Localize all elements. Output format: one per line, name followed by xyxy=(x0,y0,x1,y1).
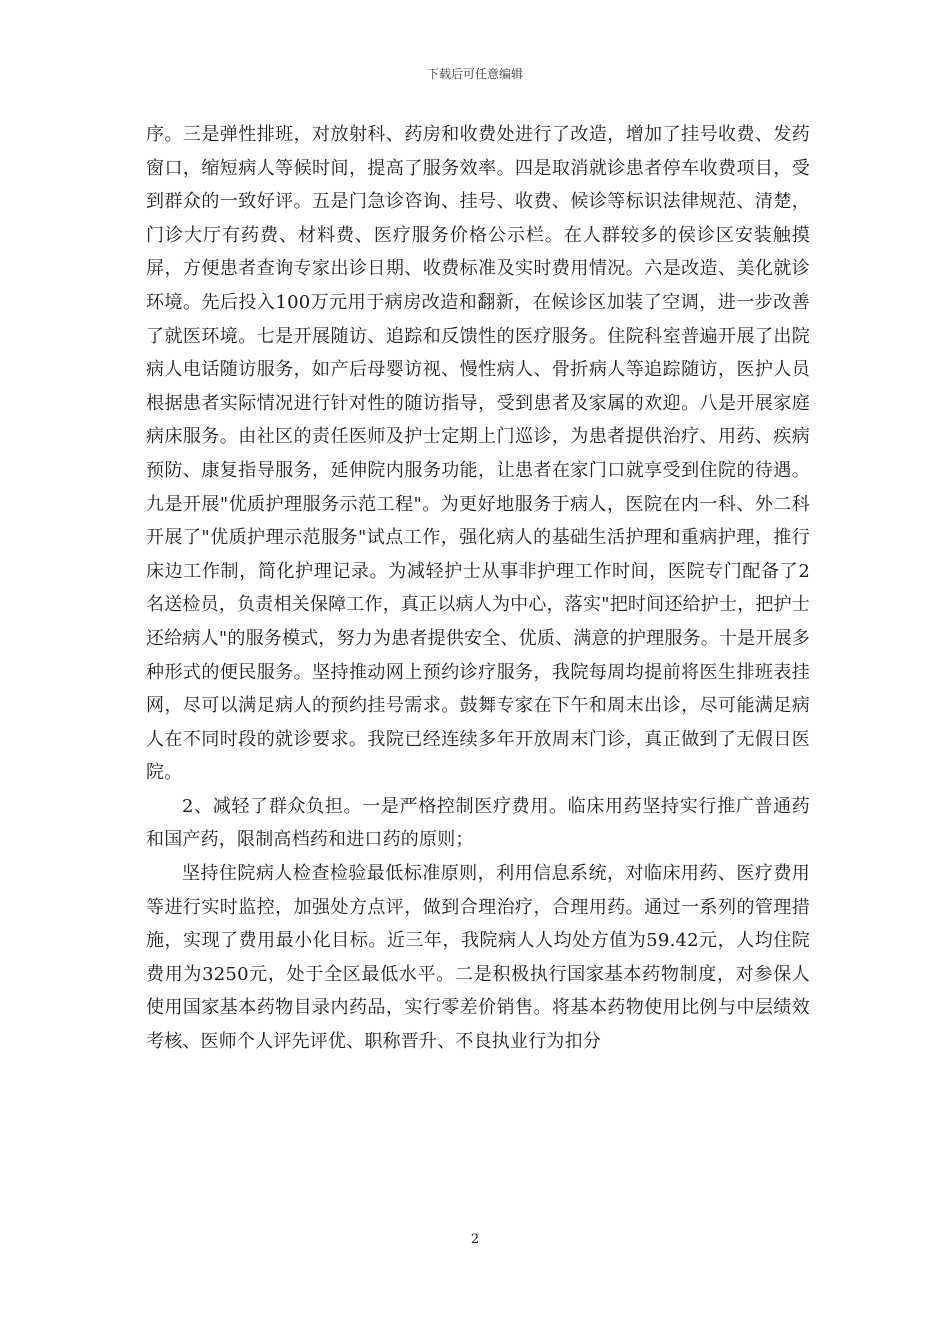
page-number: 2 xyxy=(470,1232,480,1247)
body-paragraph: 2、减轻了群众负担。一是严格控制医疗费用。临床用药坚持实行推广普通药和国产药，限制高档药和进口药的原则； xyxy=(146,795,810,851)
document-body xyxy=(146,118,810,1059)
body-paragraph: 坚持住院病人检查检验最低标准原则，利用信息系统，对临床用药、医疗费用等进行实时监控，加强处方点评，做到合理治疗，合理用药。通过一系列的管理措施，实现了费用最小化目标。近三年，我院病人人均处方值为59.42元，人均住院费用为3250元，处于全区最低水平。二是积极执行国家基本药物制度，对参保人使用国家基本药物目录内药品，实行零差价销售。将基本药物使用比例与中层绩效考核、医师个人评先评优、职称晋升、不良执业行为扣分 xyxy=(146,863,810,1053)
page-header: 下载后可任意编辑 xyxy=(426,67,523,81)
body-paragraph: 序。三是弹性排班，对放射科、药房和收费处进行了改造，增加了挂号收费、发药窗口，缩短病人等候时间，提高了服务效率。四是取消就诊患者停车收费项目，受到群众的一致好评。五是门急诊咨询、挂号、收费、候诊等标识法律规范、清楚，门诊大厅有药费、材料费、医疗服务价格公示栏。在人群较多的侯诊区安装触摸屏，方便患者查询专家出诊日期、收费标准及实时费用情况。六是改造、美化就诊环境。先后投入100万元用于病房改造和翻新，在候诊区加装了空调，进一步改善了就医环境。七是开展随访、追踪和反馈性的医疗服务。住院科室普遍开展了出院病人电话随访服务，如产后母婴访视、慢性病人、骨折病人等追踪随访，医护人员根据患者实际情况进行针对性的随访指导，受到患者及家属的欢迎。八是开展家庭病床服务。由社区的责任医师及护士定期上门巡诊，为患者提供治疗、用药、疾病预防、康复指导服务，延伸院内服务功能，让患者在家门口就享受到住院的待遇。九是开展"优质护理服务示范工程"。为更好地服务于病人，医院在内一科、外二科开展了"优质护理示范服务"试点工作，强化病人的基础生活护理和重病护理，推行床边工作制，简化护理记录。为减轻护士从事非护理工作时间，医院专门配备了2名送检员，负责相关保障工作，真正以病人为中心，落实"把时间还给护士，把护士还给病人"的服务模式，努力为患者提供安全、优质、满意的护理服务。十是开展多种形式的便民服务。坚持推动网上预约诊疗服务，我院每周均提前将医生排班表挂网，尽可以满足病人的预约挂号需求。鼓舞专家在下午和周末出诊，尽可能满足病人在不同时段的就诊要求。我院已经连续多年开放周末门诊，真正做到了无假日医院。 xyxy=(146,124,810,784)
